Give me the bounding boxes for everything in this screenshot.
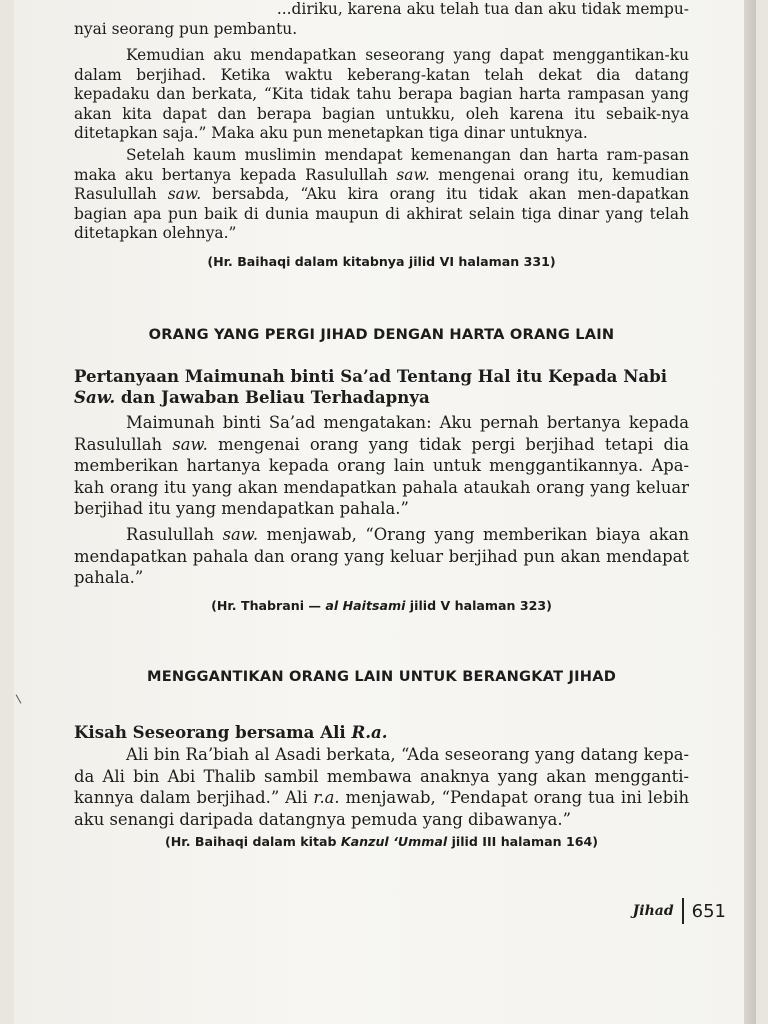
- page-edge-shadow: [744, 0, 756, 1024]
- source-citation-3: (Hr. Baihaqi dalam kitab Kanzul ‘Ummal jilid III halaman 164): [164, 834, 598, 849]
- paragraph-1-text: Kemudian aku mendapatkan seseorang yang dapat menggantikan-ku dalam berjihad. Ketika waktu keberang-katan telah dekat dia datang kepadaku dan berkata, “Kita tidak tahu berapa bagian harta rampasan yang akan kita dapat dan berapa bagian untukku, oleh karena itu sebaik-nya ditetapkan saja.” Maka aku pun menetapkan tiga dinar untuknya.: [74, 46, 689, 142]
- section1-paragraph-2: Rasulullah saw. menjawab, “Orang yang memberikan biaya akan mendapatkan pahala dan orang yang keluar berjihad pun akan mendapat pahala.”: [74, 525, 689, 587]
- top-fragment: [74, 0, 689, 39]
- page-number: 651: [691, 900, 726, 922]
- subheading-2: Kisah Seseorang bersama Ali R.a.: [74, 722, 388, 742]
- footer-separator: [682, 898, 684, 924]
- top-fragment-line1: ...diriku, karena aku telah tua dan aku tidak mempu-: [276, 0, 689, 18]
- paragraph-2-text: Setelah kaum muslimin mendapat kemenangan dan harta ram-pasan maka aku bertanya kepada Rasulullah saw. mengenai orang itu, kemudian Rasulullah saw. bersabda, “Aku kira orang itu tidak akan men-dapatkan bagian apa pun baik di dunia maupun di akhirat selain tiga dinar yang telah ditetapkan olehnya.”: [74, 146, 690, 242]
- subheading-1: Pertanyaan Maimunah binti Sa’ad Tentang Hal itu Kepada Nabi Saw. dan Jawaban Beliau Terhadapnya: [74, 366, 668, 407]
- section1-paragraph-1: Maimunah binti Sa’ad mengatakan: Aku pernah bertanya kepada Rasulullah saw. mengenai orang yang tidak pergi berjihad tetapi dia memberikan hartanya kepada orang lain untuk menggantikannya. Apa-kah orang itu yang akan mendapatkan pahala ataukah orang yang keluar berjihad itu yang mendapatkan pahala.”: [74, 413, 689, 518]
- book-page: [14, 0, 756, 1024]
- paragraph-2: [74, 146, 689, 244]
- footer-chapter-label: Jihad: [632, 903, 674, 919]
- top-fragment-line2: nyai seorang pun pembantu.: [74, 19, 298, 38]
- paragraph-1: [74, 46, 689, 144]
- section-heading-2: MENGGANTIKAN ORANG LAIN UNTUK BERANGKAT JIHAD: [146, 668, 617, 685]
- section2-paragraph-1: Ali bin Ra’biah al Asadi berkata, “Ada seseorang yang datang kepa-da Ali bin Abi Thalib sambil membawa anaknya yang akan mengganti-kannya dalam berjihad.” Ali r.a. menjawab, “Pendapat orang tua ini lebih aku senangi daripada datangnya pemuda yang dibawanya.”: [74, 745, 690, 829]
- page-footer: [633, 898, 726, 924]
- source-citation-2: (Hr. Thabrani — al Haitsami jilid V halaman 323): [211, 598, 552, 613]
- section-heading-1: ORANG YANG PERGI JIHAD DENGAN HARTA ORANG LAIN: [148, 326, 615, 343]
- source-citation-1: (Hr. Baihaqi dalam kitabnya jilid VI halaman 331): [207, 254, 556, 269]
